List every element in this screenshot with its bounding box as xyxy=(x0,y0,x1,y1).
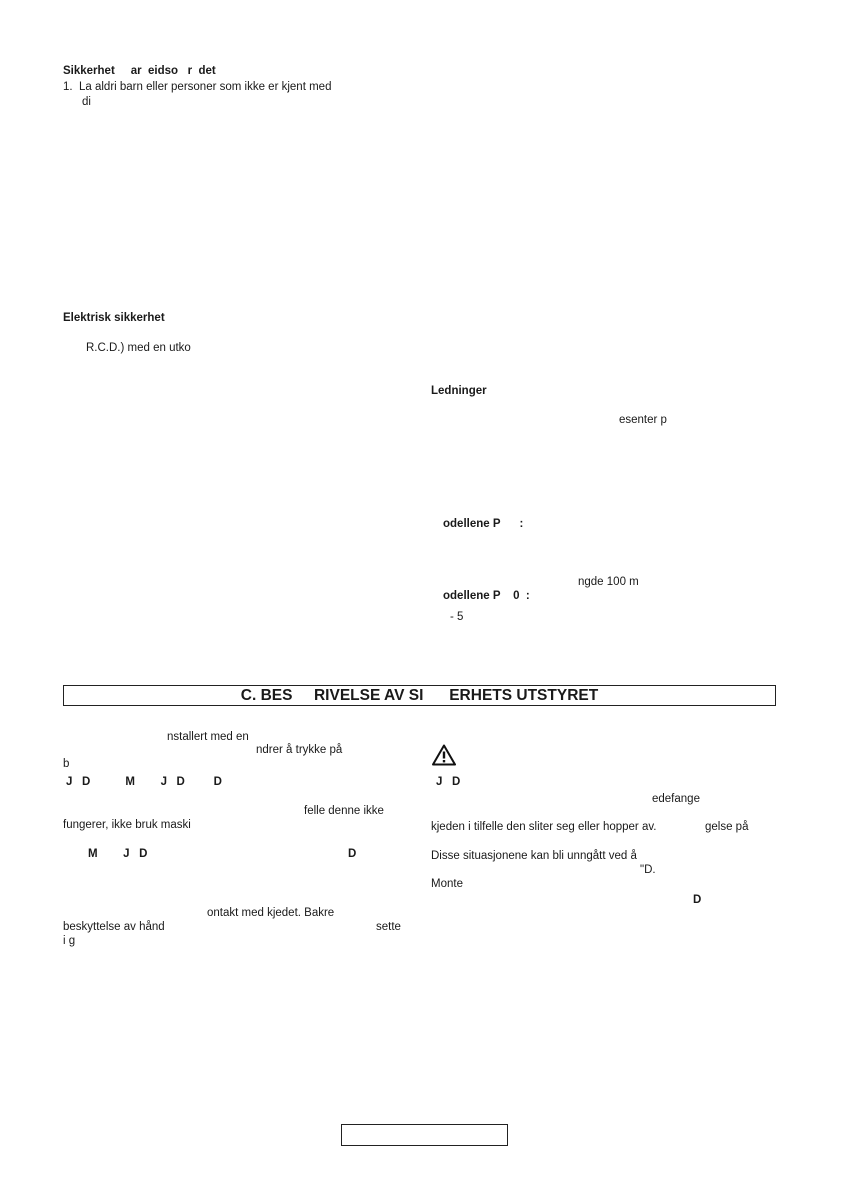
electrical-text-line: R.C.D.) med en utko xyxy=(86,342,191,354)
models-heading-2: odellene P 0 : xyxy=(443,590,530,602)
desc-line-9: beskyttelse av hånd xyxy=(63,921,165,933)
right-line-4: Disse situasjonene kan bli unngått ved å xyxy=(431,850,637,862)
models-heading-1: odellene P : xyxy=(443,518,524,530)
desc-line-6: fungerer, ikke bruk maski xyxy=(63,819,191,831)
desc-bold-line-7b: D xyxy=(348,848,357,860)
cables-text-line-1: esenter p xyxy=(619,414,667,426)
section-title: C. BES RIVELSE AV SI ERHETS UTSTYRET xyxy=(240,687,599,704)
right-line-5: "D. xyxy=(640,864,656,876)
desc-line-5: felle denne ikke xyxy=(304,805,384,817)
desc-line-9b: sette xyxy=(376,921,401,933)
desc-line-1: nstallert med en xyxy=(167,731,249,743)
warning-triangle-icon xyxy=(432,744,456,766)
desc-line-10: i g xyxy=(63,935,76,947)
right-bold-line-1: J D xyxy=(436,776,461,788)
right-line-3: kjeden i tilfelle den sliter seg eller hopper av. xyxy=(431,821,657,833)
list-item-1-line-1: 1. La aldri barn eller personer som ikke er kjent med xyxy=(63,81,332,93)
electrical-safety-heading: Elektrisk sikkerhet xyxy=(63,312,165,324)
right-line-3b: gelse på xyxy=(705,821,749,833)
page-number-box xyxy=(341,1124,508,1146)
safety-heading: Sikkerhet ar eidso r det xyxy=(63,65,216,77)
desc-bold-line-7: M J D xyxy=(88,848,148,860)
desc-line-3: b xyxy=(63,758,70,770)
desc-bold-line-4: J D M J D D xyxy=(66,776,222,788)
desc-line-8: ontakt med kjedet. Bakre xyxy=(207,907,335,919)
desc-line-2: ndrer å trykke på xyxy=(256,744,343,756)
list-item-1-line-2: di xyxy=(82,96,91,108)
section-title-box xyxy=(63,685,776,706)
cables-text-line-2: ngde 100 m xyxy=(578,576,639,588)
cables-text-line-3: - 5 xyxy=(450,611,464,623)
cables-heading: Ledninger xyxy=(431,385,487,397)
right-bold-line-7: D xyxy=(693,894,702,906)
right-line-6: Monte xyxy=(431,878,463,890)
right-line-2: edefange xyxy=(652,793,700,805)
